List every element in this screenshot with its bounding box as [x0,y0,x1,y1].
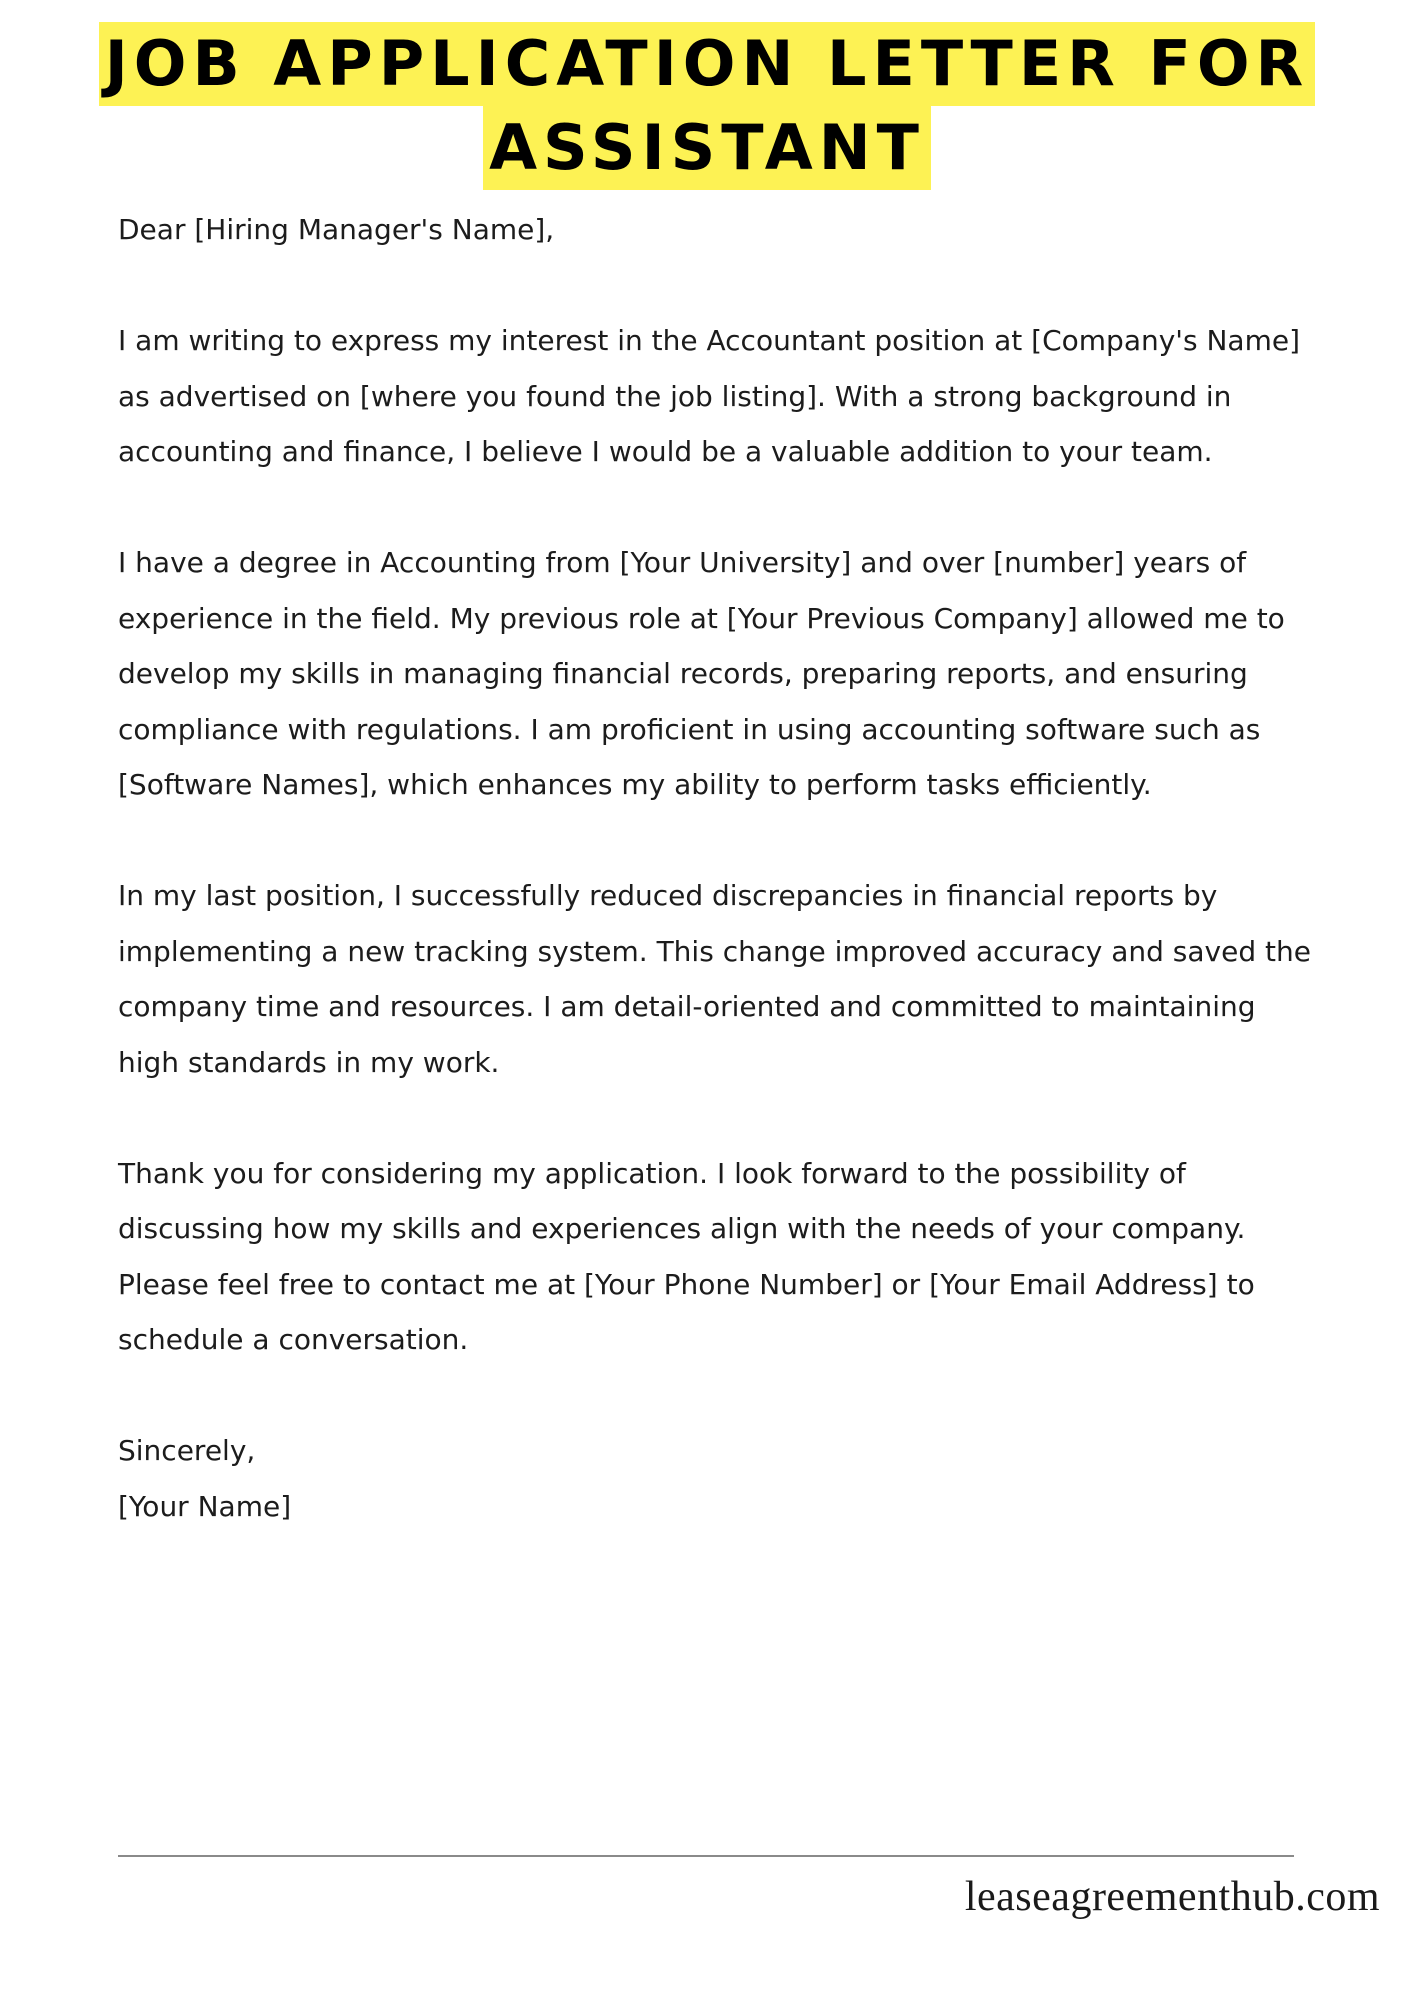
paragraph-achievement: In my last position, I successfully reduced discrepancies in financial reports by implementing a new tracking system. This change improved accuracy and saved the company time and resources. I am detail-oriented and committed to maintaining high standards in my work. [118,879,1311,1079]
closing: Sincerely, [118,1434,256,1467]
paragraph-thanks: Thank you for considering my application. I look forward to the possibility of discussing how my skills and experiences align with the needs of your company. Please feel free to contact me at [Your Phone Number] or [Your Email Address] to schedule a conversation. [118,1156,1255,1356]
footer-brand: leaseagreementhub.com [964,1874,1380,1920]
title-line-2: ASSISTANT [483,106,931,190]
letter-body [118,202,1318,1534]
paragraph-experience: I have a degree in Accounting from [Your University] and over [number] years of experience in the field. My previous role at [Your Previous Company] allowed me to develop my skills in managing financial records, preparing reports, and ensuring compliance with regulations. I am proficient in using accounting software such as [Software Names], which enhances my ability to perform tasks efficiently. [118,546,1285,801]
title-line-1: JOB APPLICATION LETTER FOR [99,22,1316,106]
signature: [Your Name] [118,1489,292,1523]
letter-title [0,22,1414,190]
footer-divider [118,1855,1294,1857]
paragraph-intro: I am writing to express my interest in the Accountant position at [Company's Name] as advertised on [where you found the job listing]. With a strong background in accounting and finance, I believe I would be a valuable addition to your team. [118,324,1301,468]
salutation: Dear [Hiring Manager's Name], [118,213,555,246]
